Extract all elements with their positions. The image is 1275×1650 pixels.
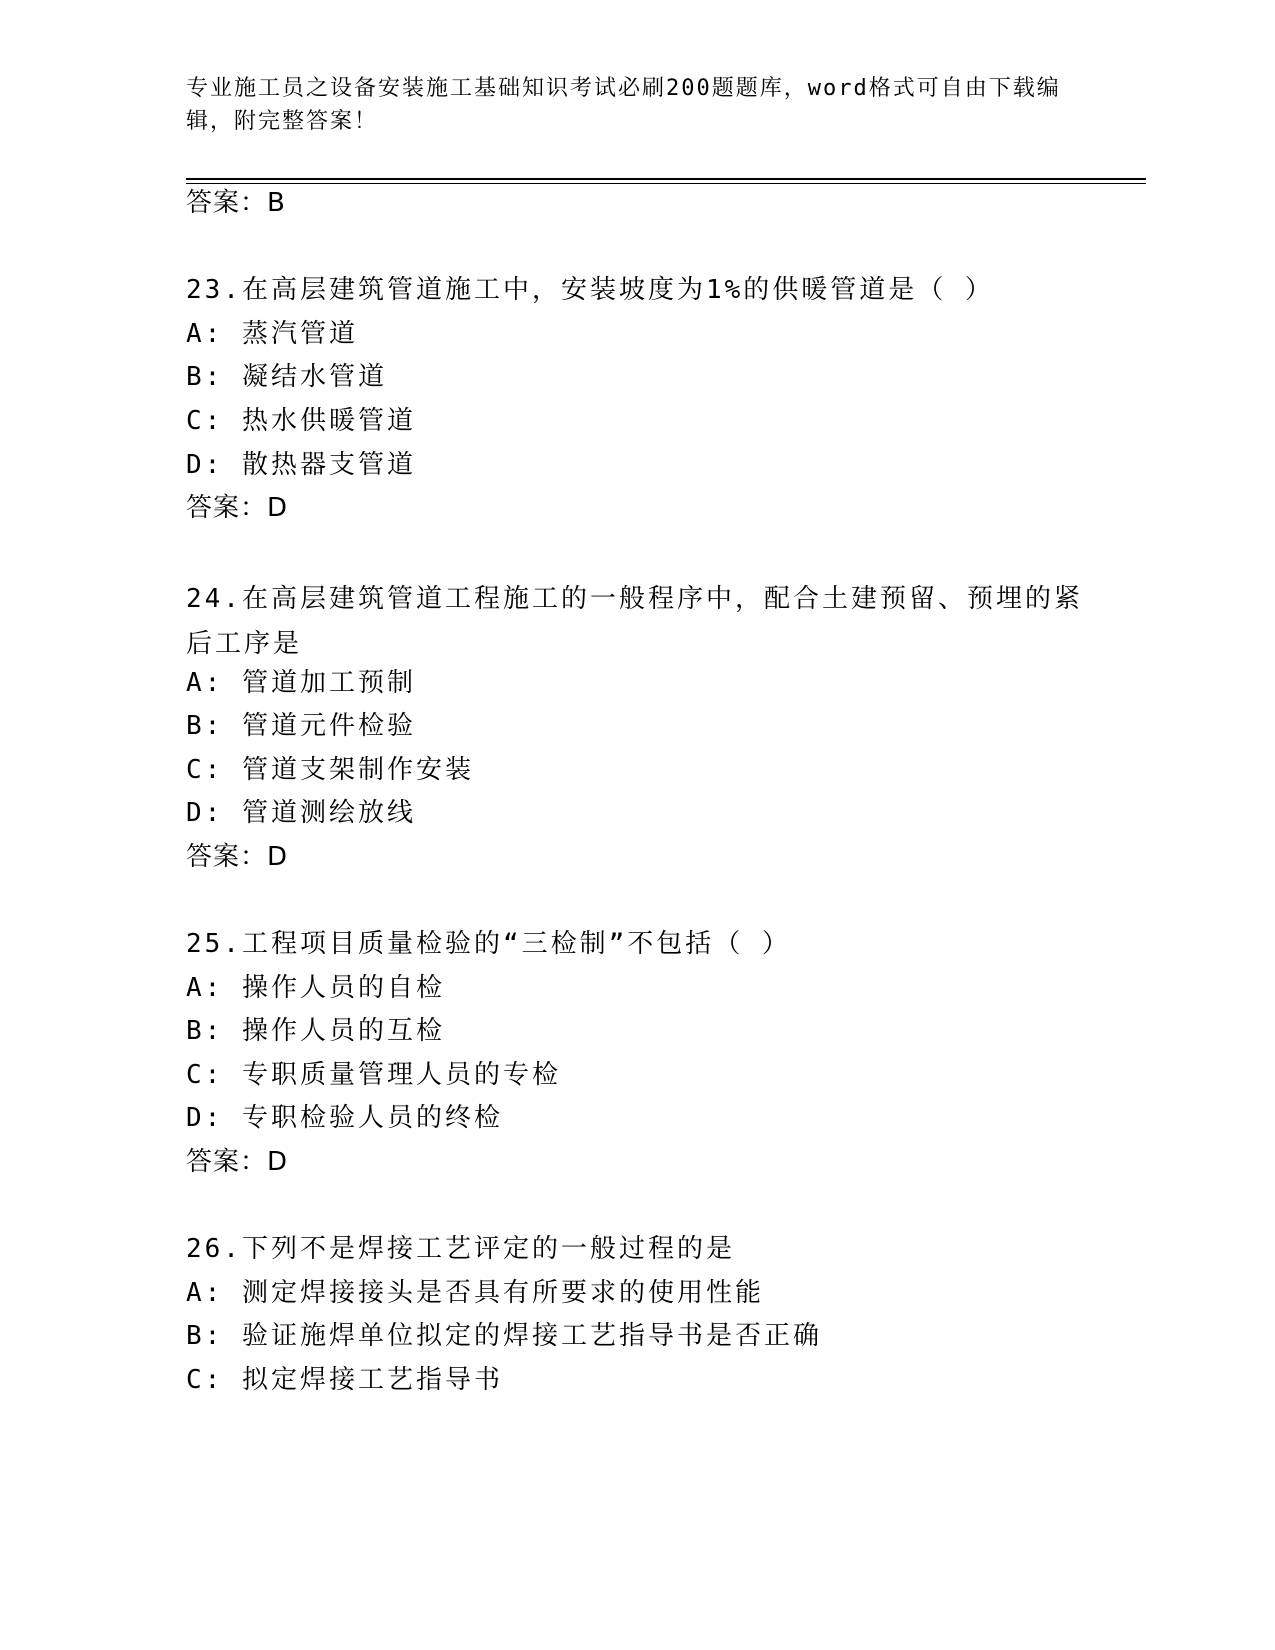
question-25-option-d: D: 专职检验人员的终检 <box>186 1103 503 1133</box>
question-23-option-b: B: 凝结水管道 <box>186 362 387 392</box>
question-24-stem: 24.在高层建筑管道工程施工的一般程序中，配合土建预留、预埋的紧后工序是 <box>186 584 1083 659</box>
question-26-option-a: A: 测定焊接接头是否具有所要求的使用性能 <box>186 1278 764 1308</box>
question-25-option-c: C: 专职质量管理人员的专检 <box>186 1060 561 1090</box>
question-23-option-d: D: 散热器支管道 <box>186 450 416 480</box>
question-25-option-a: A: 操作人员的自检 <box>186 973 445 1003</box>
question-24-option-c: C: 管道支架制作安装 <box>186 755 474 785</box>
header-rule-thick <box>186 178 1146 180</box>
question-26-stem: 26.下列不是焊接工艺评定的一般过程的是 <box>186 1234 735 1264</box>
question-25-option-b: B: 操作人员的互检 <box>186 1016 445 1046</box>
question-25-stem: 25.工程项目质量检验的“三检制”不包括（ ） <box>186 929 791 959</box>
answer-q22: 答案：B <box>186 188 286 218</box>
question-23-stem: 23.在高层建筑管道施工中，安装坡度为1%的供暖管道是（ ） <box>186 275 994 305</box>
question-24-option-b: B: 管道元件检验 <box>186 711 416 741</box>
header-rule-thin <box>186 183 1146 184</box>
question-24-option-a: A: 管道加工预制 <box>186 668 416 698</box>
answer-q25: 答案：D <box>186 1147 289 1177</box>
question-24-option-d: D: 管道测绘放线 <box>186 798 416 828</box>
page-header-title: 专业施工员之设备安装施工基础知识考试必刷200题题库，word格式可自由下载编辑，附完整答案！ <box>186 76 1061 134</box>
question-23-option-c: C: 热水供暖管道 <box>186 406 416 436</box>
question-23-option-a: A: 蒸汽管道 <box>186 319 358 349</box>
answer-q23: 答案：D <box>186 493 289 523</box>
question-26-option-c: C: 拟定焊接工艺指导书 <box>186 1365 503 1395</box>
question-26-option-b: B: 验证施焊单位拟定的焊接工艺指导书是否正确 <box>186 1321 822 1351</box>
answer-q24: 答案：D <box>186 842 289 872</box>
